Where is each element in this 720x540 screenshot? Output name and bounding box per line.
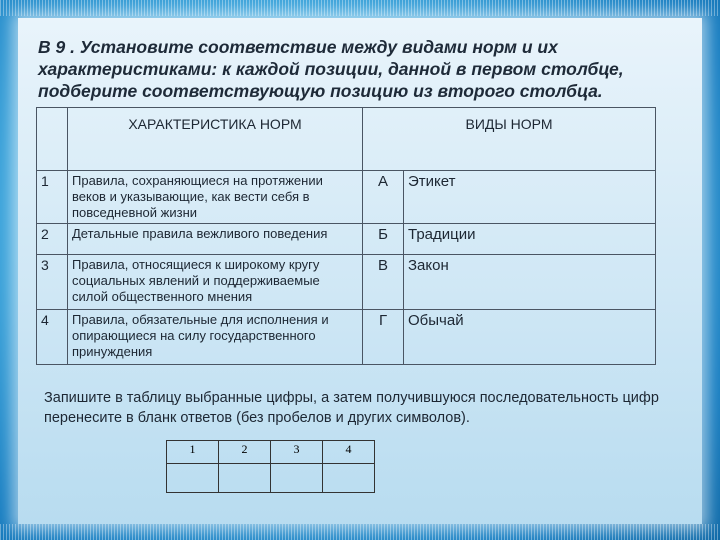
table-row — [37, 310, 656, 365]
bottom-decor-stripe — [0, 524, 720, 540]
row-number: 1 — [37, 171, 68, 224]
answer-header-cell: 2 — [219, 441, 271, 464]
table-row — [37, 171, 656, 224]
row-kind: Закон — [404, 255, 656, 310]
row-kind: Обычай — [404, 310, 656, 365]
table-row — [37, 224, 656, 255]
header-kinds: ВИДЫ НОРМ — [363, 108, 656, 171]
table-row — [37, 255, 656, 310]
answer-grid — [166, 440, 375, 493]
instruction-text: Запишите в таблицу выбранные цифры, а затем получившуюся последовательность цифр перенесите в бланк ответов (без пробелов и других символов). — [44, 390, 659, 426]
row-letter: Г — [363, 310, 404, 365]
task-title: В 9 . Установите соответствие между видами норм и их характеристиками: к каждой позиции, данной в первом столбце, подберите соответствующую позицию из второго столбца. — [38, 37, 624, 101]
row-number: 2 — [37, 224, 68, 255]
row-number: 3 — [37, 255, 68, 310]
row-characteristic: Правила, обязательные для исполнения и опирающиеся на силу государственного принуждения — [68, 310, 363, 365]
top-decor-stripe — [0, 0, 720, 16]
header-characteristics: ХАРАКТЕРИСТИКА НОРМ — [68, 108, 363, 171]
row-characteristic: Правила, сохраняющиеся на протяжении веков и указывающие, как вести себя в повседневной жизни — [68, 171, 363, 224]
answer-input-cell[interactable] — [219, 464, 271, 493]
answer-header-cell: 1 — [167, 441, 219, 464]
row-letter: А — [363, 171, 404, 224]
row-kind: Традиции — [404, 224, 656, 255]
row-kind: Этикет — [404, 171, 656, 224]
answer-input-cell[interactable] — [167, 464, 219, 493]
row-characteristic: Детальные правила вежливого поведения — [68, 224, 363, 255]
table-header-row — [37, 108, 656, 171]
row-letter: В — [363, 255, 404, 310]
answer-header-cell: 4 — [323, 441, 375, 464]
row-number: 4 — [37, 310, 68, 365]
answer-input-cell[interactable] — [323, 464, 375, 493]
answer-input-row — [167, 464, 375, 493]
answer-header-cell: 3 — [271, 441, 323, 464]
answer-header-row — [167, 441, 375, 464]
row-letter: Б — [363, 224, 404, 255]
row-characteristic: Правила, относящиеся к широкому кругу социальных явлений и поддерживаемые силой общественного мнения — [68, 255, 363, 310]
header-empty-cell — [37, 108, 68, 171]
matching-table — [36, 107, 656, 365]
answer-input-cell[interactable] — [271, 464, 323, 493]
